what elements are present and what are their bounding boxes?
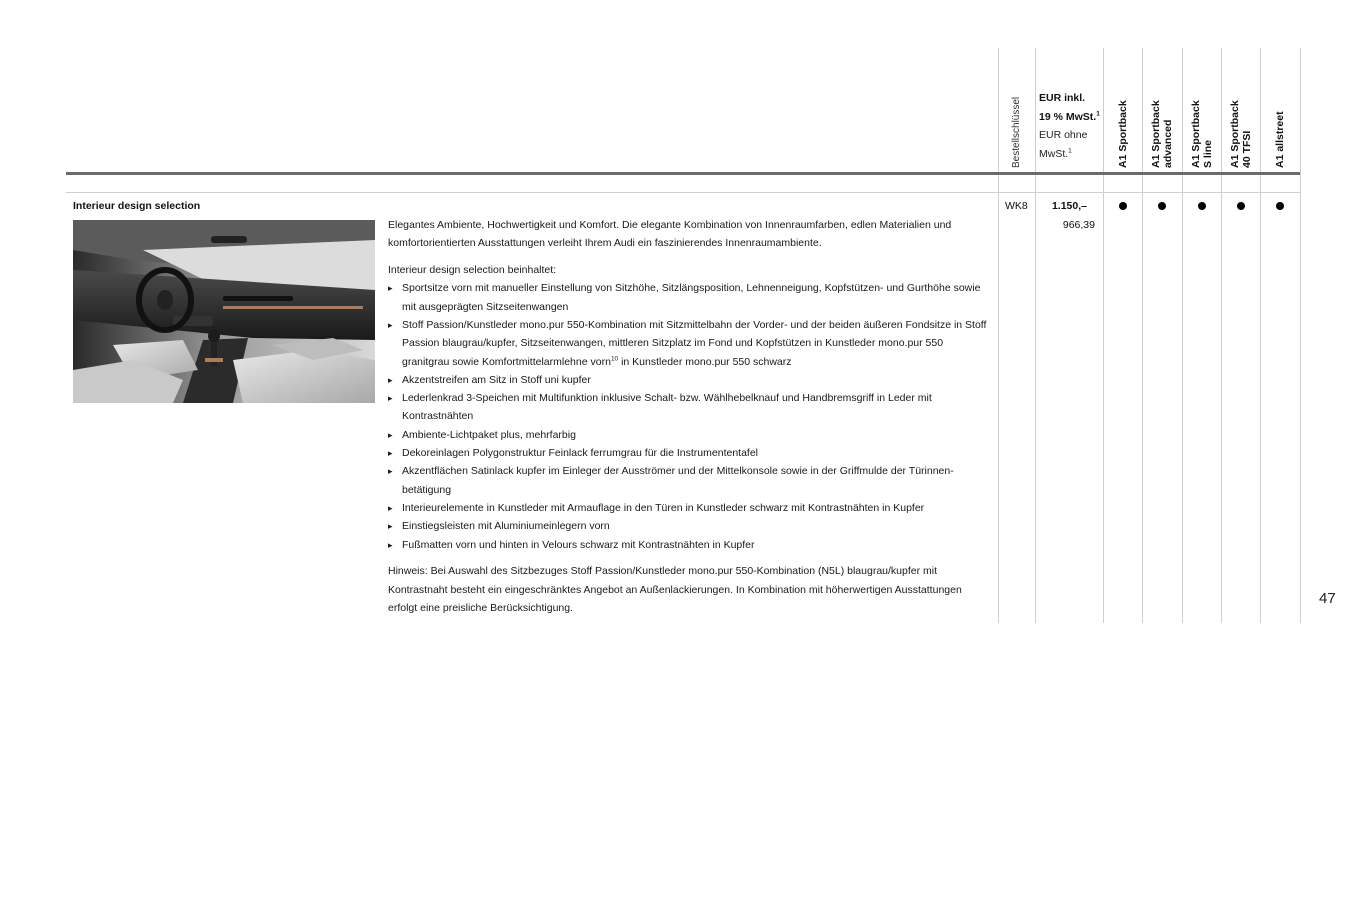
header-price-excl-2: MwSt.$^1$ [1039,147,1072,160]
feature-list [388,279,992,553]
header-price-excl-1: EUR ohne [1039,129,1088,141]
availability-dot [1158,202,1166,210]
header-price [1039,89,1100,163]
availability-dot [1119,202,1127,210]
list-item: ▸ Akzentflächen Satinlack kupfer im Einleger der Ausströmer und der Mittelkonsole sowie in der Griffmulde der Türinnenbetätigung [388,462,992,499]
list-item: ▸ Ambiente-Lichtpaket plus, mehrfarbig [388,426,992,444]
col-line [1221,48,1222,623]
note-text: Hinweis: Bei Auswahl des Sitzbezuges Stoff Passion/Kunstleder mono.pur 550-Kombination (N5L) blaugrau/kupfer mit Kontrastnaht besteht ein eingeschränktes Angebot an Außenlackierungen. In Kombination mit höherwertigen Ausstattungen erfolgt eine preisliche Berücksichtigung. [388,565,962,614]
col-line [1300,48,1301,623]
header-model-a1-allstreet: A1 allstreet [1274,111,1286,168]
list-item: ▸ Lederlenkrad 3-Speichen mit Multifunktion inklusive Schalt- bzw. Wählhebelknauf und Handbremsgriff in Leder mit Kontrastnähten [388,389,992,426]
list-item: ▸ Stoff Passion/Kunstleder mono.pur 550-Kombination mit Sitzmittelbahn der Vorder- und der beiden äußeren Fondsitze in Stoff Passion blaugrau/kupfer, Sitzseitenwangen, mittleren Sitzplatz im Fond und Kopfstützen in Kunstleder mono.pur 550 granitgrau sowie Komfortmittelarmlehne vorn$^{10}$ in Kunstleder mono.pur 550 schwarz [388,316,992,371]
header-price-incl-2: 19 % MwSt.$^1$ [1039,110,1100,123]
header-model-a1-sportback: A1 Sportback [1117,100,1129,168]
header-model-a1-sportback-advanced: A1 Sportback advanced [1150,100,1174,168]
header-rule [66,172,1300,175]
availability-dot [1276,202,1284,210]
list-item: ▸ Sportsitze vorn mit manueller Einstellung von Sitzhöhe, Sitzlängsposition, Lehnenneigung, Kopfstützen- und Gurthöhe sowie mit ausgeprägten Sitzseitenwangen [388,279,992,316]
col-line [998,48,999,623]
header-price-incl-1: EUR inkl. [1039,92,1086,104]
list-item: ▸ Fußmatten vorn und hinten in Velours schwarz mit Kontrastnähten in Kupfer [388,536,992,554]
header-model-a1-sportback-40-tfsi: A1 Sportback 40 TFSI [1229,100,1253,168]
row-title: Interieur design selection [73,200,201,212]
car-interior-image [73,220,375,403]
col-line [1142,48,1143,623]
col-line [1182,48,1183,623]
list-item: ▸ Dekoreinlagen Polygonstruktur Feinlack ferrumgrau für die Instrumententafel [388,444,992,462]
col-line [1035,48,1036,623]
col-line [1260,48,1261,623]
header-order-code: Bestellschlüssel [1011,96,1022,168]
intro-text: Elegantes Ambiente, Hochwertigkeit und Komfort. Die elegante Kombination von Innenraumfarben, edlen Materialien und komfortorientierten Ausstattungen verleiht Ihrem Audi ein faszinierendes Innenraumambiente. [388,219,952,250]
availability-dot [1198,202,1206,210]
col-line [1103,48,1104,623]
row-description [388,216,992,617]
header-model-a1-sportback-s-line: A1 Sportback S line [1190,100,1214,168]
contains-label: Interieur design selection beinhaltet: [388,264,557,277]
car-interior-photo [73,220,375,403]
list-item: ▸ Akzentstreifen am Sitz in Stoff uni kupfer [388,371,992,389]
page-number: 47 [1319,590,1336,607]
list-item: ▸ Einstiegsleisten mit Aluminiumeinlegern vorn [388,517,992,535]
availability-dot [1237,202,1245,210]
price-incl-vat: 1.150,– [1051,200,1087,212]
list-item: ▸ Interieurelemente in Kunstleder mit Armauflage in den Türen in Kunstleder schwarz mit Kontrastnähten in Kupfer [388,499,992,517]
price-excl-vat: 966,39 [1062,219,1095,231]
order-code: WK8 [1005,200,1028,212]
row-rule [66,192,1300,193]
